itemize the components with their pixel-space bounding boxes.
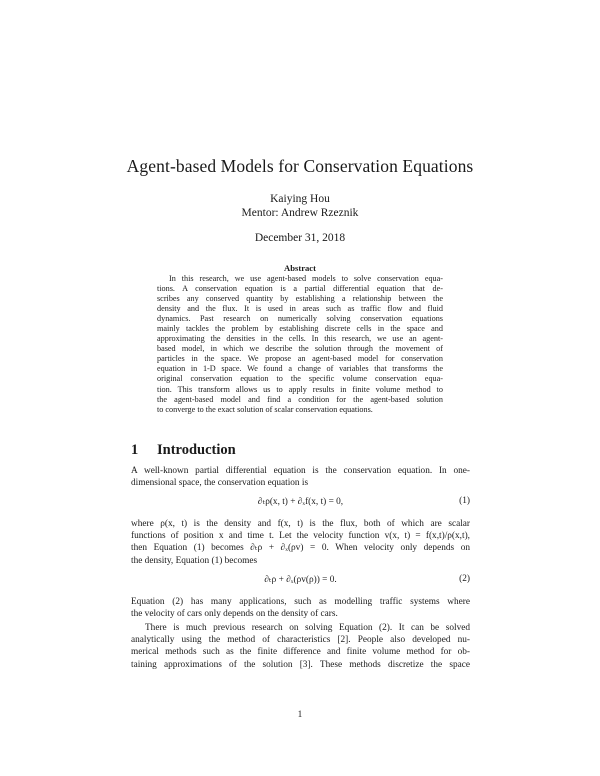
abstract-line: equation in 1-D space. We found a change of variables that transforms the [157,364,443,374]
abstract-line: In this research, we use agent-based models to solve conservation equa- [169,274,443,283]
paper-title: Agent-based Models for Conservation Equations [126,156,474,176]
body-line: There is much previous research on solving Equation (2). It can be solved [145,623,470,633]
equation-1 [131,496,470,510]
body-line: Equation (2) has many applications, such as modelling traffic systems where [131,597,470,607]
body-line: where ρ(x, t) is the density and f(x, t) is the flux, both of which are scalar [131,519,470,529]
author-name: Kaiying Hou [270,193,330,205]
body-line: taining approximations of the solution [3]. These methods discretize the space [131,659,470,670]
section-number: 1 [131,442,139,458]
body-line: dimensional space, the conservation equation is [131,478,309,489]
equation-2-expression: ∂ₜρ + ∂ₓ(ρv(ρ)) = 0. [264,575,337,585]
page-number: 1 [297,710,303,720]
abstract-line: particles in the space. We propose an agent-based model for conservation [157,354,443,364]
abstract-line: the agent-based model and find a condition for the agent-based solution [157,394,443,404]
abstract-line: tion. This transform allows us to apply results in finite volume method to [157,384,443,394]
section-heading [131,442,236,459]
body-line: the velocity of cars only depends on the density of cars. [131,609,338,620]
abstract-line: tions. A conservation equation is a partial differential equation that de- [157,284,443,294]
equation-2 [131,574,470,588]
paragraph-applications [131,596,470,620]
body-line: merical methods such as the finite difference and finite volume method for ob- [131,647,470,658]
abstract-line: original conservation equation to the specific volume conservation equa- [157,374,443,384]
body-line: the density, Equation (1) becomes [131,555,258,566]
paragraph-definitions [131,518,470,567]
paper-date: December 31, 2018 [254,232,346,244]
abstract-line: scribes any conserved quantity by establishing a relationship between the [157,294,443,304]
body-line: analytically using the method of characteristics [2]. People also developed nu- [131,635,470,646]
section-title: Introduction [157,442,236,458]
mentor-name: Mentor: Andrew Rzeznik [241,207,359,219]
abstract-line: to converge to the exact solution of scalar conservation equations. [157,404,373,414]
body-line: A well-known partial differential equation is the conservation equation. In one- [131,466,470,476]
paragraph-intro [131,465,470,489]
body-line: then Equation (1) becomes ∂ₜρ + ∂ₓ(ρv) = 0. When velocity only depends on [131,543,470,554]
paragraph-previous-research [131,622,470,671]
abstract-line: approximating the densities in the cells. In this research, we use an agent- [157,334,443,344]
equation-1-expression: ∂ₜρ(x, t) + ∂ₓf(x, t) = 0, [257,497,344,507]
equation-1-number: (1) [459,496,470,506]
abstract-heading: Abstract [284,263,316,273]
equation-2-number: (2) [459,574,470,584]
body-line: functions of position x and time t. Let the velocity function v(x, t) = f(x,t)/ρ(x,t), [131,531,470,542]
abstract-line: dynamics. Past research on numerically solving conservation equations [157,314,443,324]
abstract-text [157,274,443,415]
abstract-line: mainly tackles the problem by establishing discrete cells in the space and [157,324,443,334]
abstract-line: based model, in which we describe the solution through the movement of [157,344,443,354]
abstract-line: density and the flux. It is used in areas such as traffic flow and fluid [157,304,443,314]
